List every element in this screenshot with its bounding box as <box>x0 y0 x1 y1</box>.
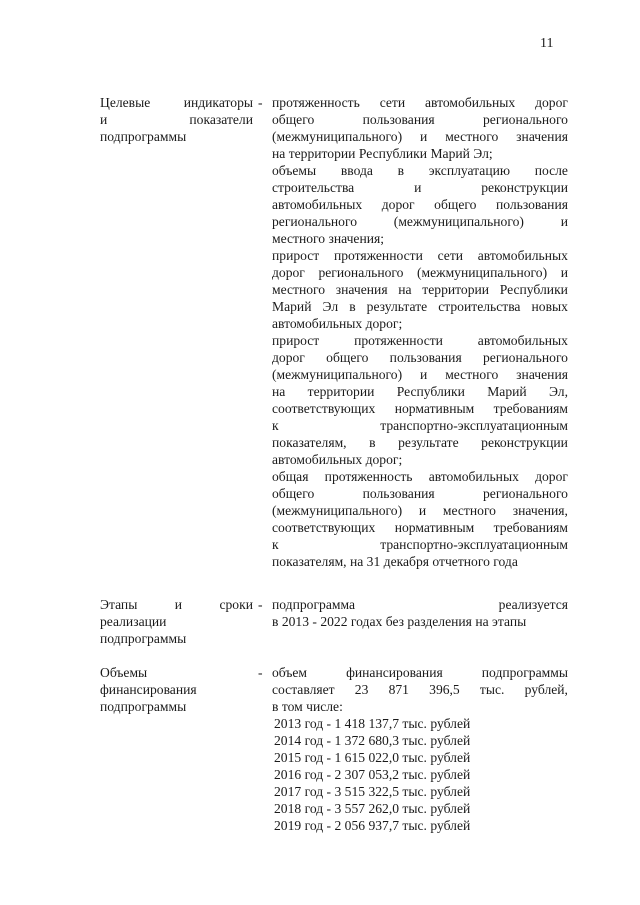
word: (межмуниципального) <box>417 265 548 280</box>
row-content-line <box>272 485 568 502</box>
word: дорог <box>381 197 415 212</box>
word: дорог <box>272 350 305 365</box>
word: Эл <box>322 299 339 314</box>
word: показателям, <box>272 435 347 450</box>
row-content-line: на территории Республики Марий Эл; <box>272 146 493 161</box>
word: протяженности <box>354 333 443 348</box>
row-content-line: 2016 год - 2 307 053,2 тыс. рублей <box>274 767 471 782</box>
word: пользования <box>495 197 568 212</box>
row-content-line: автомобильных дорог; <box>272 452 403 467</box>
word: на <box>272 384 286 399</box>
word: сроки <box>219 597 253 612</box>
word: и <box>420 367 428 382</box>
row-content-line: в том числе: <box>272 699 343 714</box>
word: показатели <box>189 112 253 127</box>
row-content-line: 2018 год - 3 557 262,0 тыс. рублей <box>274 801 471 816</box>
word: (межмуниципального) <box>393 214 524 229</box>
word: сети <box>379 95 406 110</box>
word: территории <box>422 282 490 297</box>
word: и <box>418 503 427 518</box>
row-content-line <box>272 332 568 349</box>
word: автомобильных <box>477 333 568 348</box>
word: подпрограммы <box>481 665 568 680</box>
word: автомобильных <box>272 197 363 212</box>
row-content-line <box>272 400 568 417</box>
word: регионального <box>272 214 357 229</box>
row-content-line <box>272 111 568 128</box>
word: местного <box>445 367 499 382</box>
row-label-line: подпрограммы <box>100 631 187 646</box>
word: автомобильных <box>428 469 519 484</box>
row-content-line <box>272 349 568 366</box>
row-content-line <box>272 213 568 230</box>
word: местного <box>442 503 496 518</box>
word: дорог <box>272 265 305 280</box>
word: объем <box>272 665 308 680</box>
word: общая <box>272 469 309 484</box>
word: Целевые <box>100 95 151 110</box>
row-label-line: финансирования <box>100 682 197 697</box>
word: Республики <box>396 384 465 399</box>
word: пользования <box>362 112 435 127</box>
word: ввода <box>340 163 373 178</box>
word: местного <box>272 282 326 297</box>
row-content-line <box>272 247 568 264</box>
row-content-line: 2019 год - 2 056 937,7 тыс. рублей <box>274 818 471 833</box>
word: финансирования <box>346 665 443 680</box>
row-content-line <box>272 502 568 519</box>
row-dash: - <box>258 95 263 110</box>
word: местного <box>445 129 499 144</box>
word: автомобильных <box>477 248 568 263</box>
word: рублей, <box>524 682 568 697</box>
word: результате <box>366 299 428 314</box>
row-content-line <box>272 536 568 553</box>
word: соответствующих <box>272 520 376 535</box>
row-content-line <box>272 179 568 196</box>
row-content-line: 2014 год - 1 372 680,3 тыс. рублей <box>274 733 471 748</box>
word: и <box>560 265 568 280</box>
row-content-line <box>272 264 568 281</box>
row-dash: - <box>258 597 263 612</box>
row-label-line: подпрограммы <box>100 129 187 144</box>
word: дорог <box>535 95 568 110</box>
word: (межмуниципального) <box>272 503 403 518</box>
word: регионального <box>482 112 568 127</box>
row-label-line <box>100 94 253 111</box>
word: и <box>100 112 108 127</box>
word: протяженность <box>324 469 413 484</box>
word: автомобильных <box>425 95 516 110</box>
row-content-line <box>272 281 568 298</box>
word: Марий <box>487 384 527 399</box>
word: в <box>349 299 356 314</box>
row-content-line <box>272 162 568 179</box>
word: регионального <box>318 265 404 280</box>
row-label-line <box>100 111 253 128</box>
row-content-line <box>272 681 568 698</box>
word: протяженности <box>333 248 423 263</box>
word: в <box>369 435 376 450</box>
word: к <box>272 537 279 552</box>
word: пользования <box>389 350 462 365</box>
row-content-line: автомобильных дорог; <box>272 316 403 331</box>
word: составляет <box>272 682 335 697</box>
row-content-line: 2017 год - 3 515 322,5 тыс. рублей <box>274 784 471 799</box>
word: общего <box>272 112 315 127</box>
row-content-line <box>272 468 568 485</box>
word: и <box>560 214 568 229</box>
word: реконструкции <box>481 435 568 450</box>
word: прирост <box>272 248 320 263</box>
word: требованиям <box>493 520 568 535</box>
word: требованиям <box>493 401 568 416</box>
word: общего <box>434 197 477 212</box>
row-label-line: реализации <box>100 614 167 629</box>
word: 23 <box>354 682 369 697</box>
row-content-line <box>272 417 568 434</box>
word: строительства <box>438 299 521 314</box>
word: дорог <box>535 469 568 484</box>
row-content-line <box>272 434 568 451</box>
word: тыс. <box>479 682 505 697</box>
row-content-line: местного значения; <box>272 231 385 246</box>
row-content-line: 2013 год - 1 418 137,7 тыс. рублей <box>274 716 471 731</box>
word: (межмуниципального) <box>272 129 403 144</box>
word: новых <box>531 299 568 314</box>
word: значения <box>516 129 568 144</box>
row-content-line <box>272 519 568 536</box>
word: индикаторы <box>183 95 253 110</box>
word: на <box>398 282 412 297</box>
word: и <box>174 597 183 612</box>
word: к <box>272 418 279 433</box>
word: транспортно-эксплуатационным <box>380 537 568 552</box>
row-label-line: Объемы <box>100 665 148 680</box>
word: Этапы <box>100 597 138 612</box>
word: соответствующих <box>272 401 376 416</box>
word: общего <box>272 486 315 501</box>
row-content-line <box>272 366 568 383</box>
word: территории <box>307 384 375 399</box>
row-content-line <box>272 94 568 111</box>
word: нормативным <box>394 401 475 416</box>
row-content-line <box>272 128 568 145</box>
row-label-line <box>100 596 253 613</box>
word: реконструкции <box>481 180 568 195</box>
word: 396,5 <box>429 682 460 697</box>
word: транспортно-эксплуатационным <box>380 418 568 433</box>
word: строительства <box>272 180 355 195</box>
row-content-line <box>272 196 568 213</box>
word: после <box>534 163 568 178</box>
word: сети <box>437 248 464 263</box>
word: (межмуниципального) <box>272 367 403 382</box>
word: результате <box>398 435 459 450</box>
word: в <box>397 163 405 178</box>
word: значения <box>335 282 388 297</box>
word: прирост <box>272 333 320 348</box>
row-content-line <box>272 383 568 400</box>
row-content-line: в 2013 - 2022 годах без разделения на этапы <box>272 614 527 629</box>
word: 871 <box>388 682 409 697</box>
page-number: 11 <box>540 36 554 51</box>
row-dash: - <box>258 665 263 680</box>
row-content-line <box>272 596 568 613</box>
word: подпрограмма <box>272 597 356 612</box>
word: эксплуатацию <box>428 163 511 178</box>
word: регионального <box>482 486 568 501</box>
word: Марий <box>272 299 312 314</box>
word: общего <box>326 350 369 365</box>
word: регионального <box>482 350 568 365</box>
word: и <box>420 129 428 144</box>
word: Республики <box>499 282 568 297</box>
word: реализуется <box>498 597 568 612</box>
word: объемы <box>272 163 317 178</box>
row-content-line: показателям, на 31 декабря отчетного года <box>272 554 518 569</box>
row-content-line <box>272 298 568 315</box>
row-content-line: 2015 год - 1 615 022,0 тыс. рублей <box>274 750 471 765</box>
word: значения, <box>512 503 568 518</box>
word: Эл, <box>548 384 568 399</box>
word: значения <box>516 367 568 382</box>
word: пользования <box>362 486 435 501</box>
word: протяженность <box>272 95 360 110</box>
word: и <box>414 180 422 195</box>
row-label-line: подпрограммы <box>100 699 187 714</box>
word: нормативным <box>394 520 475 535</box>
row-content-line <box>272 664 568 681</box>
